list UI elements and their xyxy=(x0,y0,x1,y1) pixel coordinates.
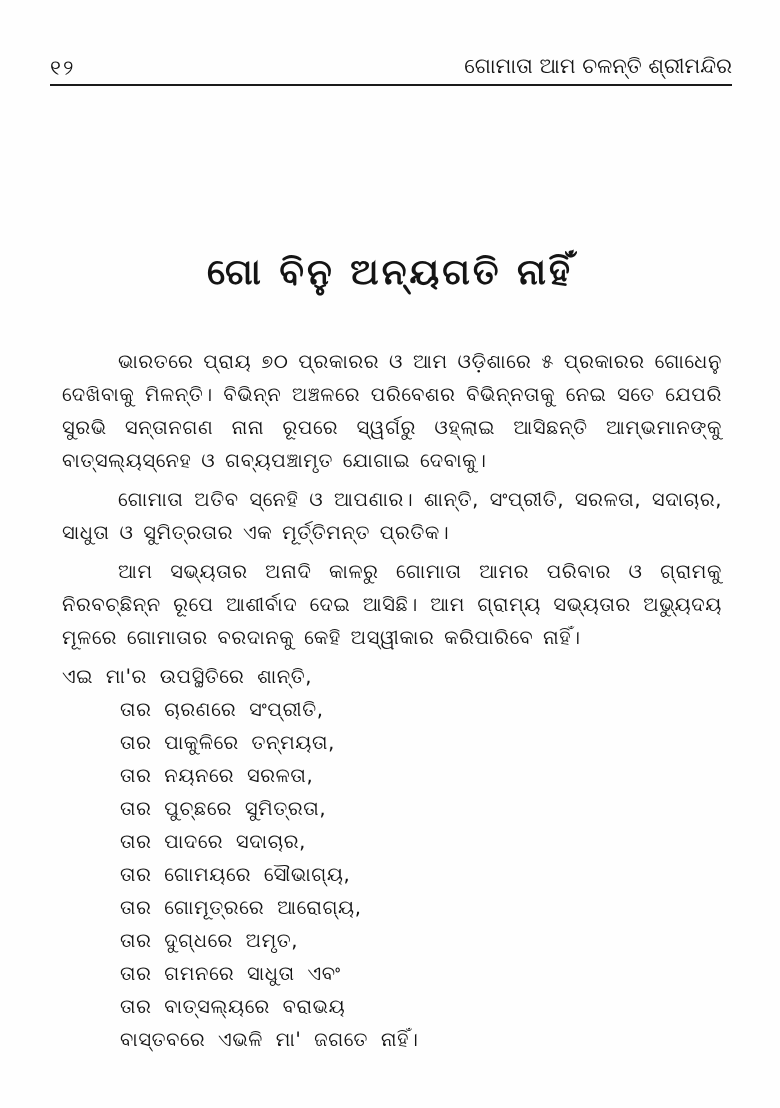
body-text xyxy=(62,345,722,1056)
page-number: ୧୨ xyxy=(50,56,76,80)
chapter-title: ଗୋ ବିନୁ ଅନ୍ୟଗତି ନାହିଁ xyxy=(206,252,573,293)
verse-line: ତାର ଚାରଣରେ ସଂପ୍ରୀତି, xyxy=(120,698,324,721)
verse-line: ତାର ବାତ୍ସଲ୍ୟରେ ବରାଭୟ xyxy=(120,995,346,1018)
verse-line: ତାର ଗମନରେ ସାଧୁତା ଏବଂ xyxy=(120,962,341,985)
running-title: ଗୋମାତା ଆମ ଚଳନ୍ତି ଶ୍ରୀମନ୍ଦିର xyxy=(464,54,732,78)
paragraph: ଆମ ସଭ୍ୟତାର ଅନାଦି କାଳରୁ ଗୋମାତା ଆମର ପରିବାର ଓ ଗ୍ରାମକୁ ନିରବଚ୍ଛିନ୍ନ ରୂପେ ଆଶୀର୍ବାଦ ଦେଇ ଆସିଛି। ଆମ ଗ୍ରାମ୍ୟ ସଭ୍ୟତାର ଅଭ୍ୟୁଦୟ ମୂଳରେ ଗୋମାତାର ବରଦାନକୁ କେହି ଅସ୍ୱୀକାର କରିପାରିବେ ନାହିଁ। xyxy=(62,560,722,649)
verse-line: ବାସ୍ତବରେ ଏଭଳି ମା' ଜଗତେ ନାହିଁ। xyxy=(120,1028,419,1051)
verse-line: ତାର ପାଦରେ ସଦାଚାର, xyxy=(120,830,306,853)
verse-lead-line: ଏଇ ମା'ର ଉପସ୍ଥିତିରେ ଶାନ୍ତି, xyxy=(62,665,313,688)
verse xyxy=(62,660,722,1056)
verse-line: ତାର ପୁଚ୍ଛରେ ସୁମିତ୍ରତା, xyxy=(120,797,327,820)
verse-line: ତାର ପାକୁଳିରେ ତନ୍ମୟତା, xyxy=(120,731,335,754)
paragraph: ଭାରତରେ ପ୍ରାୟ ୭୦ ପ୍ରକାରର ଓ ଆମ ଓଡ଼ିଶାରେ ୫ ପ୍ରକାରର ଗୋଧେନୁ ଦେଖିବାକୁ ମିଳନ୍ତି। ବିଭିନ୍ନ ଅଞ୍ଚଳରେ ପରିବେଶର ବିଭିନ୍ନତାକୁ ନେଇ ସତେ ଯେପରି ସୁରଭି ସନ୍ତାନଗଣ ନାନା ରୂପରେ ସ୍ୱର୍ଗରୁ ଓହ୍ଲାଇ ଆସିଛନ୍ତି ଆମ୍ଭମାନଙ୍କୁ ବାତ୍ସଲ୍ୟସ୍ନେହ ଓ ଗବ୍ୟପଞ୍ଚାମୃତ ଯୋଗାଇ ଦେବାକୁ। xyxy=(62,350,722,472)
verse-line: ତାର ଗୋମୟରେ ସୌଭାଗ୍ୟ, xyxy=(120,863,351,886)
running-header xyxy=(50,50,732,86)
paragraph: ଗୋମାତା ଅତିବ ସ୍ନେହି ଓ ଆପଣାର। ଶାନ୍ତି, ସଂପ୍ରୀତି, ସରଳତା, ସଦାଚାର, ସାଧୁତା ଓ ସୁମିତ୍ରତାର ଏକ ମୂର୍ତ୍ତିମନ୍ତ ପ୍ରତିକ। xyxy=(62,488,722,544)
verse-line: ତାର ଦୁଗ୍ଧରେ ଅମୃତ, xyxy=(120,929,299,952)
verse-line: ତାର ଗୋମୂତ୍ରରେ ଆରୋଗ୍ୟ, xyxy=(120,896,362,919)
verse-line: ତାର ନୟନରେ ସରଳତା, xyxy=(120,764,314,787)
